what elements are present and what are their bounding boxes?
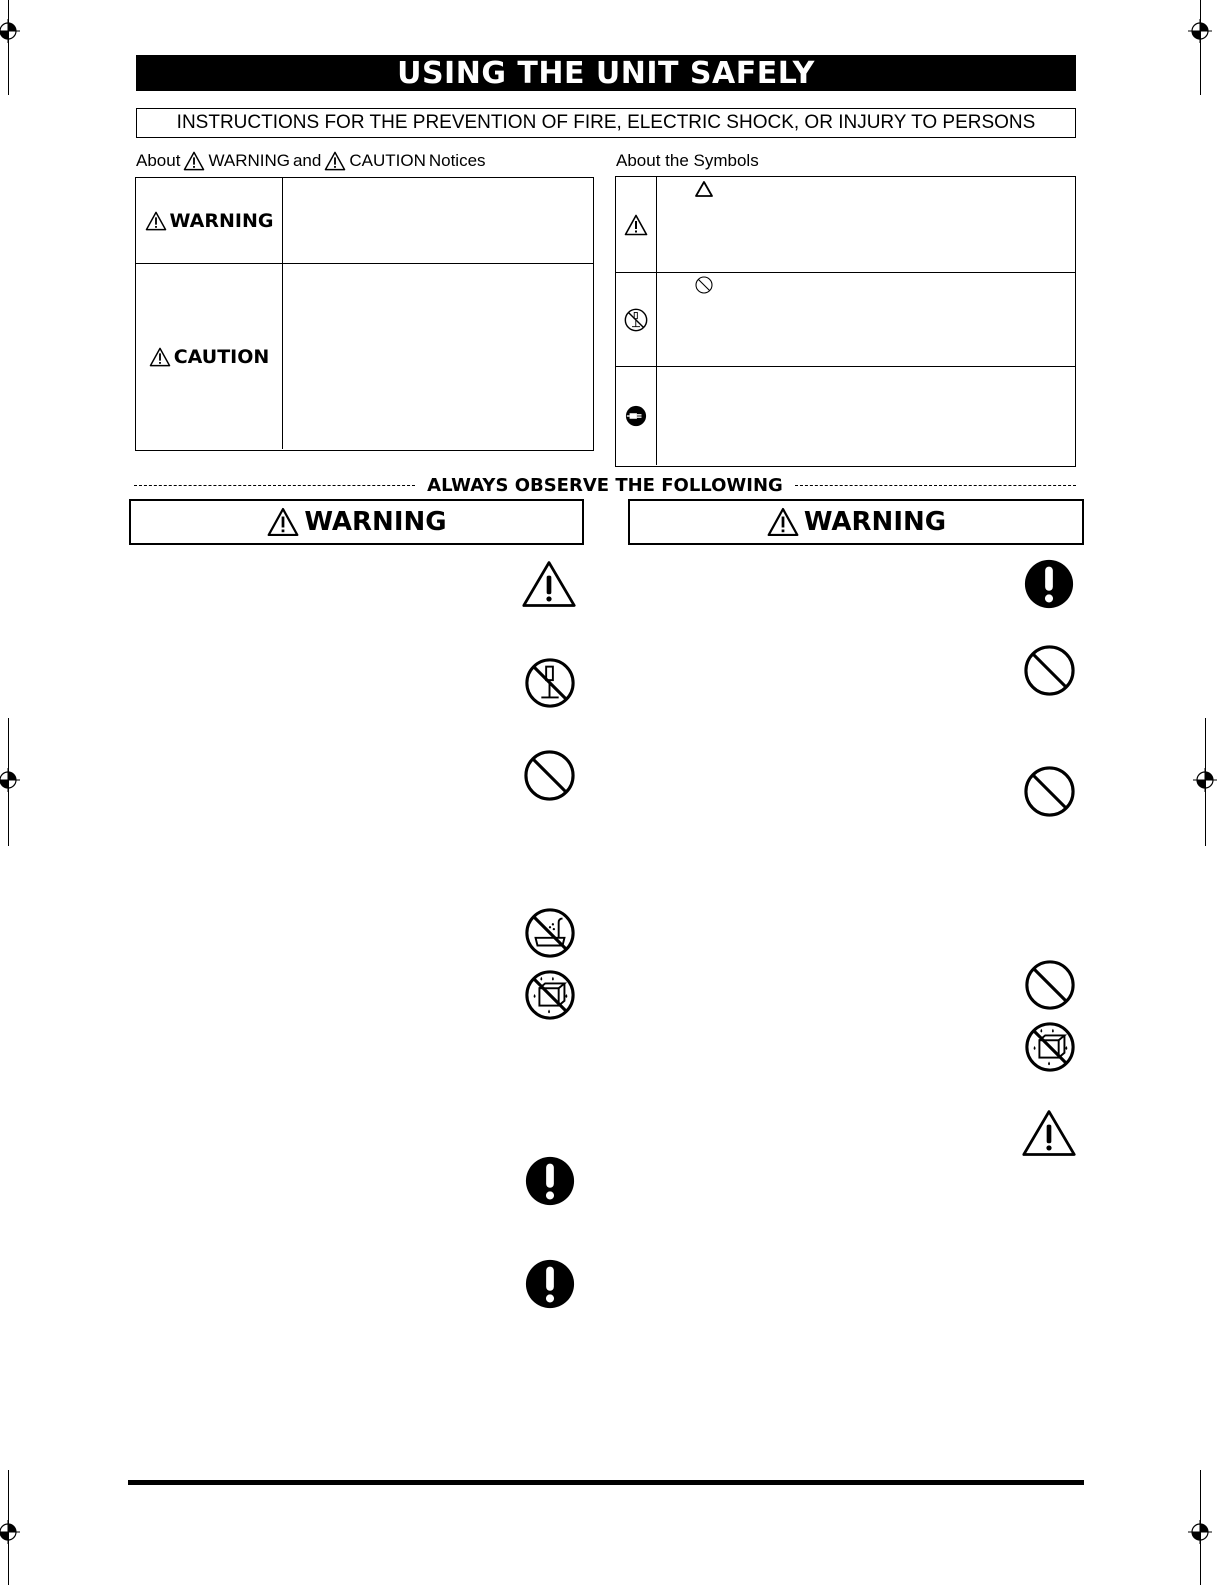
prohibit-icon <box>523 749 576 802</box>
warning-header-label: WARNING <box>304 507 447 537</box>
notice-caution-label: CAUTION <box>173 345 270 368</box>
symbol-icon-cell <box>616 177 657 272</box>
symbol-row-caution <box>616 177 1075 273</box>
dashed-rule <box>795 485 1076 486</box>
registration-mark-icon <box>0 19 20 43</box>
crop-line <box>1200 0 1201 95</box>
notice-label-cell <box>136 178 283 263</box>
mandatory-icon <box>524 1155 576 1207</box>
crop-line <box>1205 718 1206 846</box>
symbol-icon-cell <box>616 367 657 465</box>
notices-section-label <box>136 150 486 172</box>
mandatory-icon <box>524 1258 576 1310</box>
symbol-icon-cell <box>616 273 657 366</box>
caution-triangle-icon <box>521 559 577 609</box>
warning-header-left <box>129 499 584 545</box>
caution-triangle-icon <box>149 347 171 367</box>
prohibit-icon <box>1023 644 1076 697</box>
page-bottom-rule <box>128 1480 1084 1485</box>
unplug-icon <box>625 405 647 427</box>
prohibit-icon <box>1023 765 1076 818</box>
warning-triangle-icon <box>766 507 800 537</box>
small-triangle-icon <box>694 180 714 198</box>
always-observe-heading: ALWAYS OBSERVE THE FOLLOWING <box>427 474 783 496</box>
notices-and-text: and <box>292 151 322 170</box>
no-disassemble-icon <box>624 308 648 332</box>
mandatory-icon <box>1023 558 1075 610</box>
registration-mark-icon <box>0 768 20 792</box>
warning-header-right <box>628 499 1084 545</box>
crop-line <box>1200 1470 1201 1585</box>
always-observe-divider <box>134 474 1076 496</box>
notice-label-cell <box>136 264 283 449</box>
registration-mark-icon <box>0 1520 20 1544</box>
notice-row-warning <box>136 178 593 264</box>
notices-table <box>135 177 594 451</box>
symbol-row-mandatory <box>616 367 1075 465</box>
caution-triangle-icon <box>624 214 648 236</box>
prohibit-icon <box>1024 959 1076 1011</box>
notices-warning-text: WARNING <box>208 151 290 170</box>
no-disassemble-icon <box>524 657 576 709</box>
no-bathroom-icon <box>524 907 576 959</box>
notice-row-caution <box>136 264 593 449</box>
page-title: USING THE UNIT SAFELY <box>136 55 1076 91</box>
notices-about-text: About <box>136 151 181 170</box>
symbols-table <box>615 176 1076 467</box>
no-water-icon <box>1024 1021 1076 1073</box>
symbols-section-label: About the Symbols <box>616 151 759 170</box>
warning-triangle-icon <box>183 151 205 171</box>
caution-triangle-icon <box>1021 1108 1077 1158</box>
crop-line <box>8 0 9 95</box>
warning-triangle-icon <box>266 507 300 537</box>
symbol-row-prohibit <box>616 273 1075 367</box>
crop-line <box>8 1470 9 1585</box>
notices-caution-text: CAUTION <box>349 151 426 170</box>
dashed-rule <box>134 485 415 486</box>
notice-warning-label: WARNING <box>169 209 274 232</box>
instructions-heading: INSTRUCTIONS FOR THE PREVENTION OF FIRE, ELECTRIC SHOCK, OR INJURY TO PERSONS <box>136 108 1076 138</box>
no-water-icon <box>524 969 576 1021</box>
warning-header-label: WARNING <box>803 507 947 537</box>
small-prohibit-icon <box>695 276 713 294</box>
crop-line <box>8 718 9 846</box>
caution-triangle-icon <box>324 151 346 171</box>
notices-notices-text: Notices <box>428 151 486 170</box>
warning-triangle-icon <box>145 211 167 231</box>
